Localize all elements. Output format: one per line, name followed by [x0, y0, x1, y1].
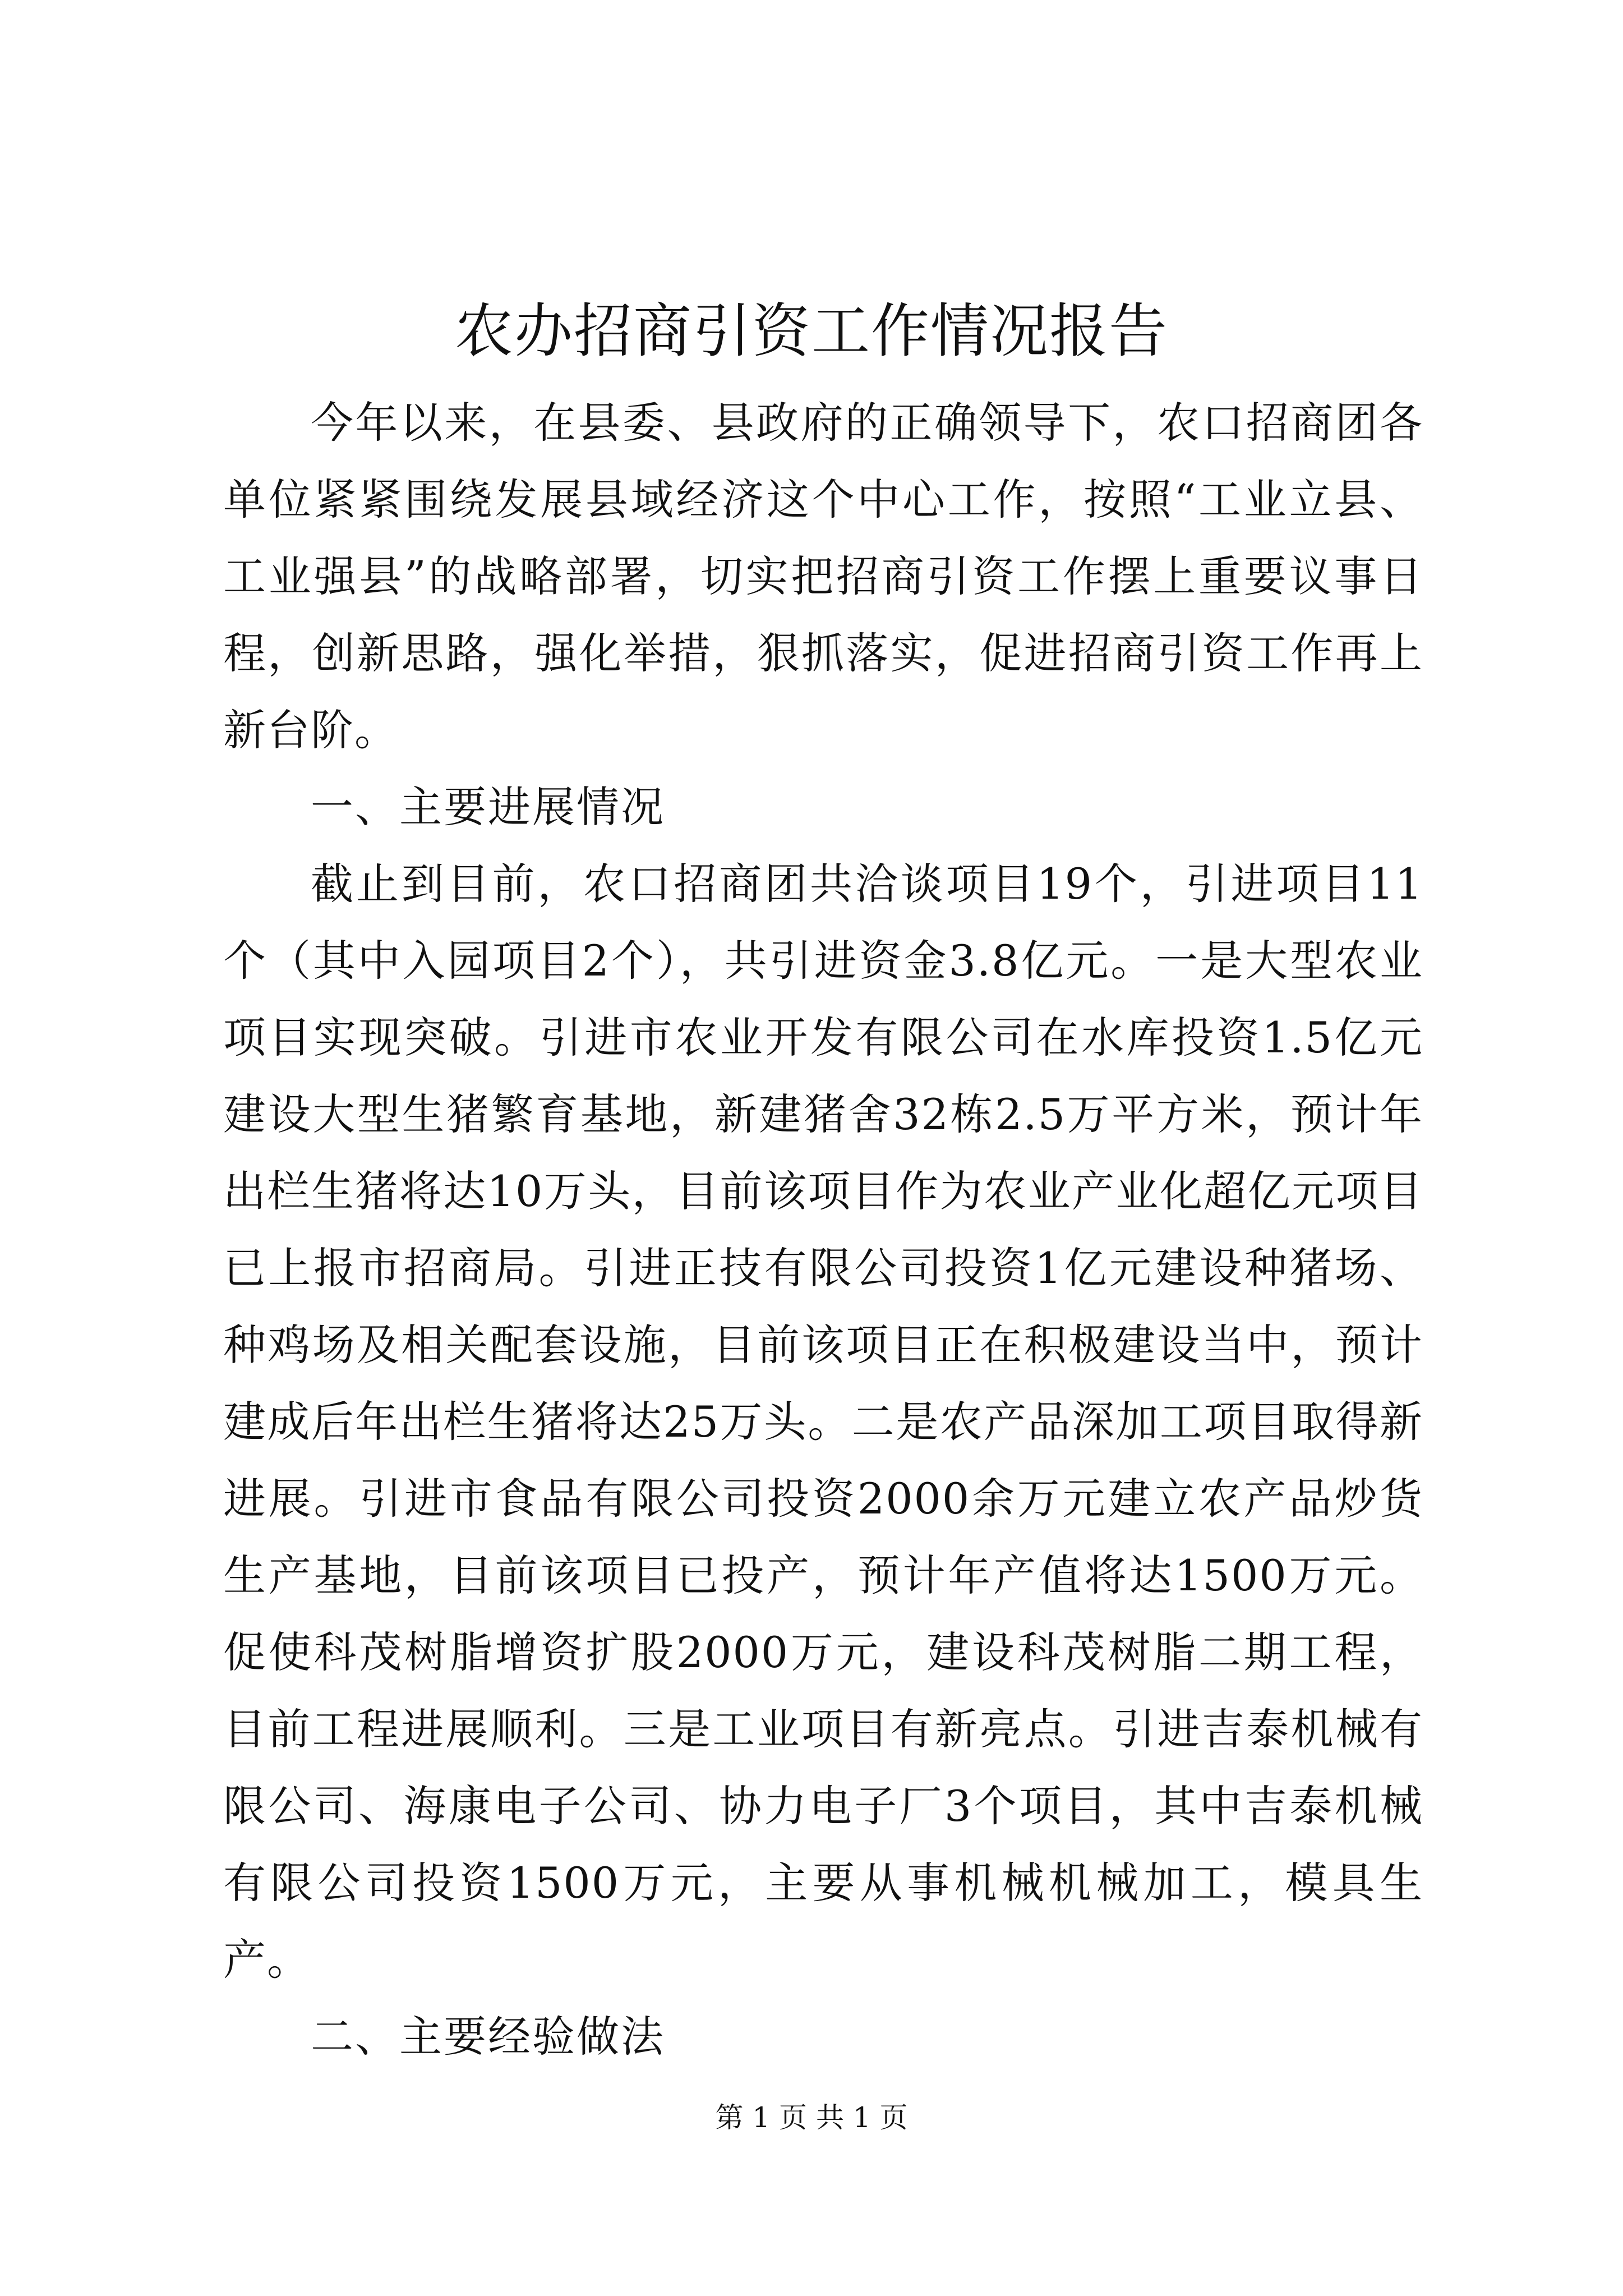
page-footer	[0, 2098, 1623, 2137]
intro-paragraph: 今年以来，在县委、县政府的正确领导下，农口招商团各单位紧紧围绕发展县域经济这个中心工作，按照“工业立县、工业强县”的战略部署，切实把招商引资工作摆上重要议事日程，创新思路，强化举措，狠抓落实，促进招商引资工作再上新台阶。	[223, 398, 1423, 755]
section-heading-progress: 一、主要进展情况	[311, 782, 665, 832]
document-title: 农办招商引资工作情况报告	[454, 297, 1168, 365]
progress-paragraph: 截止到目前，农口招商团共洽谈项目19个，引进项目11个（其中入园项目2个），共引进资金3.8亿元。一是大型农业项目实现突破。引进市农业开发有限公司在水库投资1.5亿元建设大型生猪繁育基地，新建猪舍32栋2.5万平方米，预计年出栏生猪将达10万头，目前该项目作为农业产业化超亿元项目已上报市招商局。引进正技有限公司投资1亿元建设种猪场、种鸡场及相关配套设施，目前该项目正在积极建设当中，预计建成后年出栏生猪将达25万头。二是农产品深加工项目取得新进展。引进市食品有限公司投资2000余万元建立农产品炒货生产基地，目前该项目已投产，预计年产值将达1500万元。促使科茂树脂增资扩股2000万元，建设科茂树脂二期工程，目前工程进展顺利。三是工业项目有新亮点。引进吉泰机械有限公司、海康电子公司、协力电子厂3个项目，其中吉泰机械有限公司投资1500万元，主要从事机械机械加工，模具生产。	[223, 859, 1423, 1985]
section-heading-experience: 二、主要经验做法	[311, 2012, 665, 2062]
page-number-label: 第 1 页 共 1 页	[715, 2101, 908, 2134]
document-body	[223, 384, 1423, 2075]
